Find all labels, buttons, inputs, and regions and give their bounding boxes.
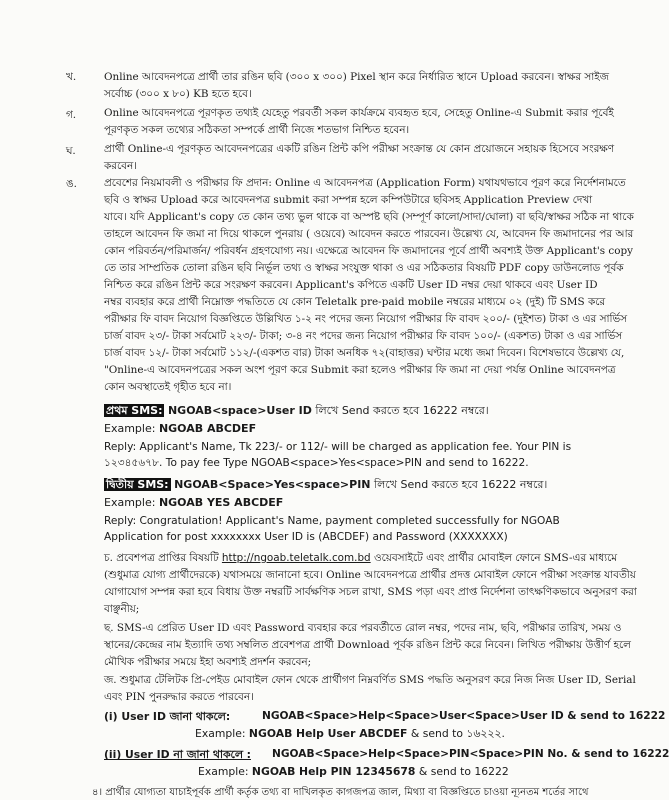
recover1-command: NGOAB<Space>Help<Space>User<Space>User ID & send to 16222 — [262, 710, 666, 722]
item-ga-line: Online আবেদনপত্রে পূরণকৃত তথ্যই যেহেতু পরবর্তী সকল কার্যক্রমে ব্যবহৃত হবে, সেহেতু Online-এ Submit করার পূর্বেই — [104, 107, 614, 119]
item-gha-line: করবেন। — [104, 160, 137, 172]
sms2-example-value: NGOAB YES ABCDEF — [158, 496, 284, 509]
cha-suffix: ওয়েবসাইটে এবং প্রার্থীর মোবাইল ফোনে SMS-এর মাধ্যমে — [370, 552, 618, 564]
sms1-tag: প্রথম SMS: — [106, 404, 163, 417]
sms1-reply: Reply: Applicant's Name, Tk 223/- or 112/- will be charged as application fee. Your PIN is — [104, 441, 572, 453]
item-uma-line: ছবি ও স্বাক্ষর Upload করে আবেদনপত্র submit করা সম্পন্ন হলে কম্পিউটারে ছবিসহ Application Preview দেখা — [104, 194, 593, 206]
item-uma-line: "Online-এ আবেদনপত্রের সকল অংশ পূরণ করে Submit করা হলেও পরীক্ষার ফি জমা না দেয়া পর্যন্ত Online আবেদনপত্র — [104, 364, 616, 376]
item-ga-label: গ. — [66, 109, 77, 121]
sms1-instruction — [104, 404, 489, 418]
sms2-reply: Reply: Congratulation! Applicant's Name, payment completed successfully for NGOAB — [104, 515, 560, 527]
recover2-label — [104, 748, 251, 761]
item-ga-line: পূরণকৃত সকল তথ্যের সঠিকতা সম্পর্কে প্রার্থী নিজে শতভাগ নিশ্চিত হবেন। — [104, 124, 410, 136]
item-uma-line: তাহলে আবেদন ফি জমা না দিয়ে থাকলে পুনরায় ( ওয়েবে) আবেদন করতে পারবেন। উল্লেখ্য যে, আবেদন ফি জমাদানের পর আর — [104, 228, 634, 240]
item-uma-line: নম্বর ব্যবহার করে প্রার্থী নিম্নোক্ত পদ্ধতিতে যে কোন Teletalk pre-paid mobile নম্বরের মাধ্যমে ০২ (দুই) টি SMS করে — [104, 296, 606, 308]
recover1-label: (i) User ID জানা থাকলে: — [104, 710, 231, 723]
recover2-example-suffix: & send to 16222 — [418, 765, 509, 778]
ja-line: এবং PIN পুনরুদ্ধার করতে পারবেন। — [104, 691, 254, 703]
item-uma-line: চার্জ বাবদ ১২/- টাকা সর্বমোট ১১২/-(একশত বার) টাকা অনধিক ৭২(বাহাত্তর) ঘণ্টার মধ্যে জমা দিবেন। বিশেষভাবে উল্লেখ্য যে, — [104, 347, 625, 359]
recover2-example-label: Example: — [198, 765, 249, 778]
recover1-example-label: Example: — [195, 727, 246, 740]
sms2-example-label: Example: — [104, 496, 156, 509]
chha-line: ছ. SMS-এ প্রেরিত User ID এবং Password ব্যবহার করে পরবর্তীতে রোল নম্বর, পদের নাম, ছবি, পরীক্ষার তারিখ, সময় ও — [104, 622, 622, 634]
cha-line: (শুধুমাত্র যোগ্য প্রার্থীদেরকে) যথাসময়ে জানানো হবে। Online আবেদনপত্রে প্রার্থীর প্রদত্ত মোবাইল ফোনে পরীক্ষা সংক্রান্ত যাবতীয় — [104, 569, 636, 581]
recover2-command: NGOAB<Space>Help<Space>PIN<Space>PIN No. & send to 16222 — [272, 748, 669, 760]
item-uma-line: চার্জ বাবদ ২৩/- টাকা সর্বমোট ২২৩/- টাকা; ৩-৪ নং পদের জন্য নিয়োগ পরীক্ষার ফি বাবদ ১০০/- (একশত) টাকা ও এর সার্ভিস — [104, 330, 623, 342]
cha-first-line — [104, 552, 617, 565]
chha-line: মৌখিক পরীক্ষার সময়ে ইহা অবশ্যই প্রদর্শন করবেন; — [104, 656, 312, 668]
cha-line: বাঞ্ছনীয়; — [104, 603, 140, 615]
item-uma-line: কোন অবস্থাতেই গৃহীত হবে না। — [104, 381, 232, 393]
item-kha-label: খ. — [66, 71, 77, 83]
sms1-reply: ১২৩৪৫৬৭৮. To pay fee Type NGOAB<space>Yes<space>PIN and send to 16222. — [104, 457, 529, 469]
recover2-label-text: (ii) User ID না জানা থাকলে : — [104, 748, 251, 761]
recover2-example-value: NGOAB Help PIN 12345678 — [251, 765, 416, 778]
recover1-example-value: NGOAB Help User ABCDEF — [248, 727, 408, 740]
point4-line: ৪। প্রার্থীর যোগ্যতা যাচাইপূর্বক প্রার্থী কর্তৃক তথ্য বা দাখিলকৃত কাগজপত্র জাল, মিথ্যা বা বিজ্ঞপ্তিতে চাওয়া ন্যূনতম শর্তের সাথে — [92, 787, 589, 798]
sms2-tag: দ্বিতীয় SMS: — [106, 478, 169, 491]
item-uma-line: নিশ্চিত করে রঙিন প্রিন্ট করে সংরক্ষণ করবেন। Applicant's কপিতে একটি User ID নম্বর দেয়া থাকবে এবং User ID — [104, 279, 598, 291]
item-uma-line: তে তার সাম্প্রতিক তোলা রঙিন ছবি নির্ভূল তথ্য ও স্বাক্ষর সংযুক্ত থাকা ও এর সঠিকতার বিষয়টি PDF copy ডাউনলোড পূর্বক — [104, 262, 624, 274]
recover1-example — [195, 727, 505, 740]
sms1-example-value: NGOAB ABCDEF — [158, 422, 257, 435]
sms1-example-label: Example: — [104, 422, 156, 435]
item-kha-line: Online আবেদনপত্রে প্রার্থী তার রঙিন ছবি (৩০০ x ৩০০) Pixel স্থান করে নির্ধারিত স্থানে Upload করবেন। স্বাক্ষর সাইজ — [104, 71, 609, 83]
item-uma-line: পরীক্ষার ফি বাবদ নিয়োগ বিজ্ঞপ্তিতে উল্লিখিত ১-২ নং পদের জন্য নিয়োগ পরীক্ষার ফি বাবদ ২০০/- (দুইশত) টাকা ও এর সার্ভিস — [104, 313, 628, 325]
item-uma-label: ঙ. — [66, 178, 77, 190]
item-gha-label: ঘ. — [66, 145, 76, 157]
sms2-instruction — [104, 478, 547, 492]
sms2-reply: Application for post xxxxxxxx User ID is (ABCDEF) and Password (XXXXXXX) — [104, 531, 508, 543]
item-uma-line: যাবে। যদি Applicant's copy তে কোন তথ্য ভুল থাকে বা অস্পষ্ট ছবি (সম্পূর্ণ কালো/সাদা/ঘোলা) বা ছবি/স্বাক্ষর সঠিক না থাকে — [104, 211, 634, 223]
sms2-example — [104, 496, 283, 510]
sms2-instruction-text: লিখে Send করতে হবে 16222 নম্বরে। — [374, 478, 548, 491]
sms1-instruction-text: লিখে Send করতে হবে 16222 নম্বরে। — [315, 404, 489, 417]
sms1-example — [104, 422, 256, 436]
chha-line: স্থানের/কেন্দ্রের নাম ইত্যাদি তথ্য সম্বলিত প্রবেশপত্র প্রার্থী Download পূর্বক রঙিন প্রিন্ট করে নিবেন। লিখিত পরীক্ষায় উত্তীর্ণ হলে — [104, 639, 631, 651]
item-gha-line: প্রার্থী Online-এ পূরণকৃত আবেদনপত্রের একটি রঙিন প্রিন্ট কপি পরীক্ষা সংক্রান্ত যে কোন প্রয়োজনে সহায়ক হিসেবে সংরক্ষণ — [104, 143, 614, 155]
sms2-command: NGOAB<Space>Yes<space>PIN — [174, 478, 371, 491]
sms1-command: NGOAB<space>User ID — [167, 404, 312, 417]
cha-prefix: চ. প্রবেশপত্র প্রাপ্তির বিষয়টি — [104, 552, 222, 564]
admit-card-link[interactable]: http://ngoab.teletalk.com.bd — [221, 552, 371, 564]
item-uma-line: কোন পরিবর্তন/পরিমার্জন/ পরিবর্ধন গ্রহণযোগ্য নয়। এক্ষেত্রে আবেদন ফি জমাদানের পূর্বে প্রার্থী অবশ্যই উক্ত Applicant's copy — [104, 245, 633, 257]
cha-line: যোগাযোগ সম্পন্ন করা হবে বিধায় উক্ত নম্বরটি সার্বক্ষণিক সচল রাখা, SMS পড়া এবং প্রাপ্ত নির্দেশনা তাৎক্ষণিকভাবে অনুসরণ করা — [104, 586, 637, 598]
recover1-example-suffix: & send to ১৬২২২. — [410, 727, 505, 740]
item-kha-line: সর্বোচ্চ (৩০০ x ৮০) KB হতে হবে। — [104, 88, 252, 100]
ja-line: জ. শুধুমাত্র টেলিটক প্রি-পেইড মোবাইল ফোন থেকে প্রার্থীগণ নিম্নবর্ণিত SMS পদ্ধতি অনুসরণ করে নিজ নিজ User ID, Serial — [104, 674, 636, 686]
recover2-example — [198, 765, 509, 778]
item-uma-line: প্রবেশের নিয়মাবলী ও পরীক্ষার ফি প্রদান: Online এ আবেদনপত্র (Application Form) যথাযথভাবে পূরণ করে নির্দেশনামতে — [104, 177, 626, 189]
